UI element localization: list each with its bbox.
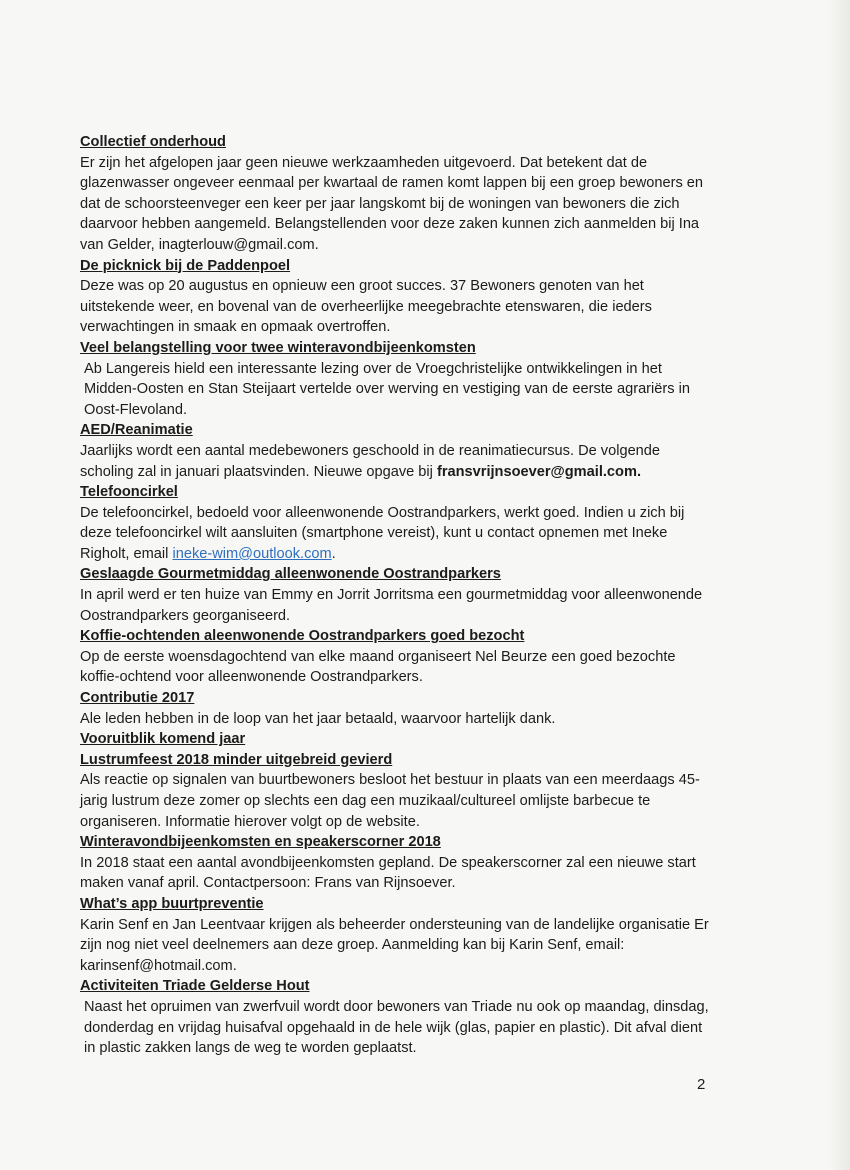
heading-lustrumfeest: Lustrumfeest 2018 minder uitgebreid gevierd	[80, 751, 393, 768]
aed-text: Jaarlijks wordt een aantal medebewoners geschoold in de reanimatiecursus. De volgende scholing zal in januari plaatsvinden. Nieuwe opgave bij	[80, 442, 661, 480]
paragraph-koffie-ochtenden: Op de eerste woensdagochtend van elke maand organiseert Nel Beurze een goed bezochte koffie-ochtend voor alleenwonende Oostrandparkers.	[80, 648, 676, 686]
paragraph-aed-reanimatie	[80, 441, 710, 482]
paragraph-whatsapp-buurtpreventie: Karin Senf en Jan Leentvaar krijgen als beheerder ondersteuning van de landelijke organisatie Er zijn nog niet veel deelnemers aan deze groep. Aanmelding kan bij Karin Senf, email: karinsenf@hotmail.com.	[80, 916, 709, 974]
telefooncirkel-text: De telefooncirkel, bedoeld voor alleenwonende Oostrandparkers, werkt goed. Indien u zich bij deze telefooncirkel wilt aansluiten (smartphone vereist), kunt u contact opnemen met Ineke Righolt, email	[80, 504, 685, 562]
heading-gourmetmiddag: Geslaagde Gourmetmiddag alleenwonende Oostrandparkers	[80, 566, 501, 583]
paragraph-speakerscorner: In 2018 staat een aantal avondbijeenkomsten gepland. De speakerscorner zal een nieuwe start maken vanaf april. Contactpersoon: Frans van Rijnsoever.	[80, 854, 696, 892]
heading-whatsapp-buurtpreventie: What’s app buurtpreventie	[80, 895, 264, 912]
page-number: 2	[697, 1076, 706, 1093]
telefooncirkel-after: .	[331, 545, 336, 562]
heading-winteravond-bijeenkomsten: Veel belangstelling voor twee winteravondbijeenkomsten	[80, 339, 476, 356]
heading-koffie-ochtenden: Koffie-ochtenden aleenwonende Oostrandparkers goed bezocht	[80, 628, 525, 645]
paragraph-picknick: Deze was op 20 augustus en opnieuw een groot succes. 37 Bewoners genoten van het uitstekende weer, en bovenal van de overheerlijke meegebrachte etenswaren, die ieders verwachtingen in smaak en opmaak overtroffen.	[80, 278, 652, 336]
heading-contributie: Contributie 2017	[80, 690, 195, 707]
paragraph-activiteiten-triade: Naast het opruimen van zwerfvuil wordt door bewoners van Triade nu ook op maandag, dinsdag, donderdag en vrijdag huisafval opgehaald in de hele wijk (glas, papier en plastic). Dit afval dient in plastic zakken langs de weg te worden geplaatst.	[84, 998, 709, 1057]
heading-vooruitblik: Vooruitblik komend jaar	[80, 731, 246, 748]
paragraph-contributie: Ale leden hebben in de loop van het jaar betaald, waarvoor hartelijk dank.	[80, 710, 556, 727]
document-body	[80, 132, 710, 1059]
heading-picknick: De picknick bij de Paddenpoel	[80, 257, 291, 274]
paragraph-lustrumfeest: Als reactie op signalen van buurtbewoners besloot het bestuur in plaats van een meerdaags 45-jarig lustrum deze zomer op slechts een dag een muzikaal/cultureel omlijste barbecue te organiseren. Informatie hierover volgt op de website.	[80, 772, 700, 830]
aed-email: fransvrijnsoever@gmail.com.	[436, 463, 641, 480]
heading-speakerscorner: Winteravondbijeenkomsten en speakerscorner 2018	[80, 834, 441, 851]
paragraph-telefooncirkel	[80, 503, 710, 565]
paragraph-winteravond-bijeenkomsten: Ab Langereis hield een interessante lezing over de Vroegchristelijke ontwikkelingen in het Midden-Oosten en Stan Steijaart vertelde over werving en vestiging van de eerste agrariërs in Oost-Flevoland.	[84, 360, 690, 418]
telefooncirkel-email-link[interactable]: ineke-wim@outlook.com	[172, 545, 332, 562]
heading-activiteiten-triade: Activiteiten Triade Gelderse Hout	[80, 978, 310, 995]
heading-collectief-onderhoud: Collectief onderhoud	[80, 134, 226, 150]
page-edge	[828, 0, 850, 1170]
heading-aed-reanimatie: AED/Reanimatie	[80, 422, 193, 439]
heading-telefooncirkel: Telefooncirkel	[80, 484, 178, 501]
paragraph-gourmetmiddag: In april werd er ten huize van Emmy en Jorrit Jorritsma een gourmetmiddag voor alleenwonende Oostrandparkers georganiseerd.	[80, 587, 703, 624]
paragraph-collectief-onderhoud: Er zijn het afgelopen jaar geen nieuwe werkzaamheden uitgevoerd. Dat betekent dat de glazenwasser ongeveer eenmaal per kwartaal de ramen komt lappen bij een groep bewoners en dat de schoorsteenveger een keer per jaar langskomt bij de woningen van bewoners die zich daarvoor hebben aangemeld. Belangstellenden voor deze zaken kunnen zich aanmelden bij Ina van Gelder, inagterlouw@gmail.com.	[80, 154, 704, 253]
